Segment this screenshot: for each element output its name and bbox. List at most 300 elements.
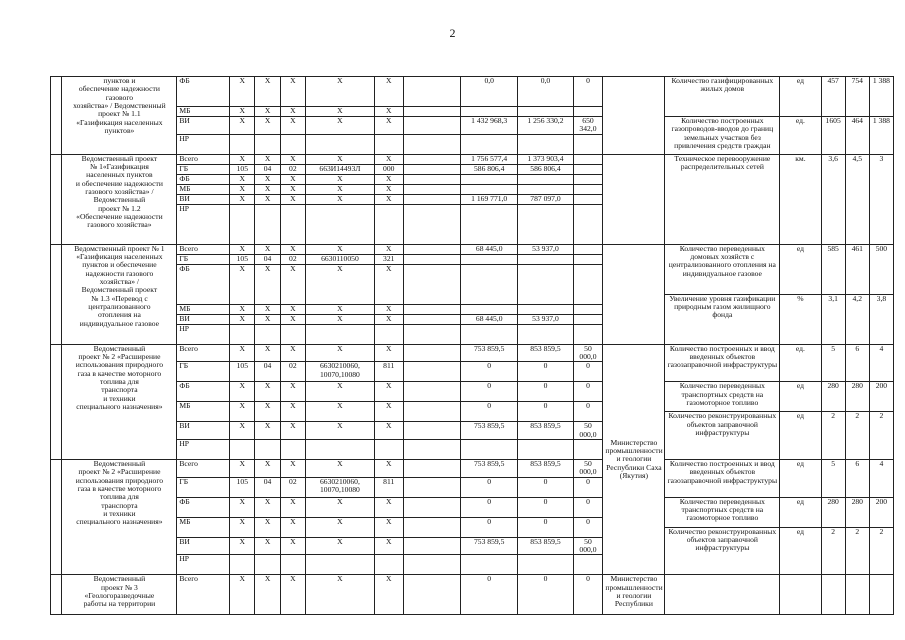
project-name-line: и техники [103, 393, 136, 403]
expense-type-cell: 321 [374, 254, 403, 264]
indicator-unit-cell: км. [780, 154, 821, 244]
code-cell: X [230, 382, 255, 402]
row-index-cell [51, 244, 62, 344]
target-article-cell: X [305, 537, 374, 555]
project-name-line: использования природного [75, 360, 164, 370]
project-name-line: Ведомственный [93, 459, 146, 469]
section-cell: X [255, 194, 280, 204]
table-row [51, 244, 894, 254]
code-cell: X [230, 402, 255, 422]
spacer-cell [403, 264, 460, 304]
target-article-cell [305, 134, 374, 154]
section-cell: X [255, 382, 280, 402]
project-name-line: Ведомственный проект [81, 154, 158, 163]
funding-source-cell: ВИ [177, 117, 230, 135]
value-year1-cell [460, 304, 517, 314]
expense-type-cell [374, 440, 403, 460]
target-article-cell: X [305, 174, 374, 184]
section-cell: X [255, 154, 280, 164]
funding-source-cell: МБ [177, 107, 230, 117]
subsection-cell: X [280, 460, 305, 478]
section-cell: X [255, 77, 280, 107]
subsection-cell: 02 [280, 477, 305, 497]
value-year3-cell: 50 000,0 [573, 344, 603, 362]
funding-source-cell: МБ [177, 517, 230, 537]
code-cell: 105 [230, 477, 255, 497]
value-year2-cell: 0 [518, 497, 573, 517]
target-article-cell: X [305, 244, 374, 254]
expense-type-cell: X [374, 344, 403, 362]
value-year3-cell [573, 254, 603, 264]
project-name-line: проект № 3 [100, 582, 138, 592]
value-year3-cell [573, 314, 603, 324]
responsible-cell: Министерство промышленности и геологии Республики Саха (Якутия) [603, 344, 665, 575]
value-year3-cell: 0 [573, 517, 603, 537]
code-cell: X [230, 517, 255, 537]
target-article-cell: X [305, 154, 374, 164]
target-article-cell: X [305, 194, 374, 204]
indicator-unit-cell: ед [780, 527, 821, 575]
value-year2-cell: 53 937,0 [518, 314, 573, 324]
expense-type-cell [374, 555, 403, 575]
funding-source-cell: Всего [177, 575, 230, 615]
spacer-cell [403, 254, 460, 264]
funding-source-cell: ФБ [177, 264, 230, 304]
spacer-cell [403, 107, 460, 117]
code-cell: X [230, 184, 255, 194]
code-cell: 105 [230, 254, 255, 264]
value-year2-cell: 787 097,0 [518, 194, 573, 204]
spacer-cell [403, 194, 460, 204]
value-year3-cell: 0 [573, 77, 603, 107]
target-article-cell: X [305, 117, 374, 135]
project-name-line: работы на территории [83, 599, 156, 609]
indicator-name-cell: Увеличение уровня газификации природным газом жилищного фонда [665, 294, 780, 344]
value-year3-cell [573, 184, 603, 194]
indicator-year3-cell: 3,8 [869, 294, 893, 344]
value-year2-cell: 0 [518, 477, 573, 497]
responsible-cell: Министерство промышленности и геологии Республики [603, 575, 665, 615]
indicator-year1-cell: 3,6 [821, 154, 845, 244]
funding-source-cell: МБ [177, 402, 230, 422]
indicator-unit-cell: ед [780, 382, 821, 412]
spacer-cell [403, 422, 460, 440]
code-cell: X [230, 154, 255, 164]
value-year1-cell: 1 432 968,3 [460, 117, 517, 135]
indicator-unit-cell: ед. [780, 117, 821, 155]
subsection-cell: X [280, 382, 305, 402]
value-year3-cell: 50 000,0 [573, 460, 603, 478]
project-name-line: Ведомственный [93, 574, 146, 584]
code-cell [230, 324, 255, 344]
spacer-cell [403, 77, 460, 107]
subsection-cell: X [280, 264, 305, 304]
funding-source-cell: Всего [177, 344, 230, 362]
expense-type-cell: X [374, 497, 403, 517]
indicator-year3-cell: 200 [869, 497, 893, 527]
value-year2-cell: 0 [518, 382, 573, 402]
spacer-cell [403, 575, 460, 615]
value-year1-cell [460, 184, 517, 194]
indicator-year3-cell: 200 [869, 382, 893, 412]
funding-source-cell: ФБ [177, 497, 230, 517]
project-name-line: отопления на [97, 310, 141, 320]
section-cell [255, 134, 280, 154]
section-cell: X [255, 497, 280, 517]
subsection-cell: 02 [280, 362, 305, 382]
spacer-cell [403, 134, 460, 154]
expense-type-cell [374, 324, 403, 344]
indicator-empty-cell [869, 575, 893, 615]
funding-source-cell: МБ [177, 184, 230, 194]
value-year3-cell [573, 324, 603, 344]
project-name-line: газового [105, 92, 134, 102]
value-year2-cell [518, 324, 573, 344]
value-year3-cell [573, 194, 603, 204]
project-name-line: проект № 2 «Расширение [78, 467, 161, 477]
value-year2-cell: 853 859,5 [518, 344, 573, 362]
expense-type-cell: X [374, 382, 403, 402]
value-year2-cell [518, 174, 573, 184]
value-year3-cell: 0 [573, 575, 603, 615]
project-name-line: пунктов» [104, 126, 135, 136]
funding-source-cell: ФБ [177, 77, 230, 107]
funding-source-cell: ВИ [177, 537, 230, 555]
spacer-cell [403, 174, 460, 184]
indicator-year3-cell: 4 [869, 460, 893, 498]
spacer-cell [403, 402, 460, 422]
spacer-cell [403, 497, 460, 517]
indicator-year3-cell: 4 [869, 344, 893, 382]
project-name-line: «Геологоразведочные [84, 591, 155, 601]
value-year3-cell [573, 555, 603, 575]
project-name-line: населенных пунктов [86, 170, 153, 180]
responsible-cell [603, 77, 665, 155]
funding-source-cell: Всего [177, 154, 230, 164]
value-year3-cell [573, 154, 603, 164]
indicator-name-cell: Количество газифицированных жилых домов [665, 77, 780, 117]
indicator-year1-cell: 585 [821, 244, 845, 294]
funding-source-cell: ВИ [177, 314, 230, 324]
section-cell [255, 555, 280, 575]
indicator-year1-cell: 280 [821, 382, 845, 412]
spacer-cell [403, 244, 460, 254]
target-article-cell: X [305, 184, 374, 194]
value-year3-cell [573, 204, 603, 244]
expense-type-cell: 000 [374, 164, 403, 174]
target-article-cell: X [305, 107, 374, 117]
subsection-cell [280, 204, 305, 244]
expense-type-cell: X [374, 264, 403, 304]
indicator-year1-cell: 2 [821, 412, 845, 460]
expense-type-cell: X [374, 402, 403, 422]
section-cell: X [255, 460, 280, 478]
value-year2-cell: 853 859,5 [518, 422, 573, 440]
value-year3-cell [573, 440, 603, 460]
value-year2-cell: 1 256 330,2 [518, 117, 573, 135]
code-cell: X [230, 244, 255, 254]
row-index-cell [51, 575, 62, 615]
section-cell: X [255, 184, 280, 194]
section-cell: X [255, 537, 280, 555]
subsection-cell: X [280, 537, 305, 555]
subsection-cell: X [280, 194, 305, 204]
value-year2-cell [518, 304, 573, 314]
value-year3-cell [573, 164, 603, 174]
table-row [51, 497, 894, 507]
value-year3-cell: 50 000,0 [573, 422, 603, 440]
code-cell: X [230, 117, 255, 135]
program-table-wrapper [50, 76, 904, 640]
value-year1-cell: 753 859,5 [460, 460, 517, 478]
expense-type-cell: X [374, 304, 403, 314]
funding-source-cell: ФБ [177, 382, 230, 402]
indicator-year1-cell: 280 [821, 497, 845, 527]
project-name-line: централизованного [88, 302, 151, 312]
target-article-cell: X [305, 344, 374, 362]
value-year3-cell [573, 264, 603, 304]
value-year2-cell: 853 859,5 [518, 460, 573, 478]
table-row [51, 154, 894, 164]
section-cell: X [255, 422, 280, 440]
value-year1-cell [460, 440, 517, 460]
project-name-line: Ведомственный проект [81, 285, 158, 295]
expense-type-cell: X [374, 314, 403, 324]
expense-type-cell: X [374, 422, 403, 440]
value-year3-cell [573, 107, 603, 117]
value-year2-cell: 0 [518, 362, 573, 382]
indicator-year1-cell: 2 [821, 527, 845, 575]
section-cell [255, 324, 280, 344]
expense-type-cell: X [374, 517, 403, 537]
value-year3-cell: 0 [573, 477, 603, 497]
value-year2-cell [518, 107, 573, 117]
indicator-name-cell: Количество построенных и ввод введенных объектов газозаправочной инфраструктуры [665, 344, 780, 382]
indicator-unit-cell: ед. [780, 344, 821, 382]
project-name-line: транспорта [101, 385, 138, 395]
indicator-year2-cell: 2 [845, 527, 869, 575]
value-year1-cell: 1 169 771,0 [460, 194, 517, 204]
subsection-cell: X [280, 244, 305, 254]
code-cell [230, 440, 255, 460]
spacer-cell [403, 184, 460, 194]
subsection-cell: 02 [280, 164, 305, 174]
value-year1-cell [460, 107, 517, 117]
funding-source-cell: ВИ [177, 194, 230, 204]
spacer-cell [403, 440, 460, 460]
funding-source-cell: ВИ [177, 422, 230, 440]
target-article-cell: X [305, 422, 374, 440]
value-year2-cell: 0,0 [518, 77, 573, 107]
subsection-cell: 02 [280, 254, 305, 264]
section-cell: X [255, 517, 280, 537]
funding-source-cell: ГБ [177, 164, 230, 174]
section-cell: X [255, 264, 280, 304]
value-year1-cell: 68 445,0 [460, 314, 517, 324]
indicator-year2-cell: 6 [845, 344, 869, 382]
project-name-line: газа в качестве моторного [77, 484, 162, 494]
subsection-cell: X [280, 184, 305, 194]
value-year3-cell: 0 [573, 382, 603, 402]
row-index-cell [51, 344, 62, 459]
value-year1-cell: 753 859,5 [460, 344, 517, 362]
value-year1-cell: 0 [460, 382, 517, 402]
indicator-year2-cell: 4,5 [845, 154, 869, 244]
project-name-line: специального назначения» [76, 517, 163, 527]
target-article-cell: X [305, 402, 374, 422]
project-name-line: «Газификация населенных [76, 117, 163, 127]
indicator-year1-cell: 457 [821, 77, 845, 117]
spacer-cell [403, 362, 460, 382]
code-cell: 105 [230, 164, 255, 174]
funding-source-cell: ГБ [177, 362, 230, 382]
project-name-cell [62, 154, 177, 244]
project-name-line: «Обеспечение надежности [76, 212, 163, 222]
indicator-year1-cell: 1605 [821, 117, 845, 155]
subsection-cell: X [280, 107, 305, 117]
project-name-cell [62, 244, 177, 344]
spacer-cell [403, 344, 460, 362]
value-year2-cell: 0 [518, 575, 573, 615]
project-name-line: топлива для [99, 492, 139, 502]
target-article-cell: X [305, 460, 374, 478]
value-year2-cell [518, 264, 573, 304]
value-year1-cell: 753 859,5 [460, 537, 517, 555]
spacer-cell [403, 314, 460, 324]
expense-type-cell: X [374, 575, 403, 615]
project-name-line: использования природного [75, 475, 164, 485]
section-cell: 04 [255, 362, 280, 382]
project-name-line: газового хозяйства» / [85, 187, 154, 197]
indicator-year1-cell: 5 [821, 344, 845, 382]
code-cell: X [230, 304, 255, 314]
indicator-year3-cell: 2 [869, 412, 893, 460]
funding-source-cell: ФБ [177, 174, 230, 184]
code-cell [230, 204, 255, 244]
indicator-unit-cell: % [780, 294, 821, 344]
code-cell: X [230, 107, 255, 117]
code-cell: X [230, 264, 255, 304]
value-year1-cell: 0 [460, 517, 517, 537]
indicator-year1-cell: 3,1 [821, 294, 845, 344]
section-cell [255, 204, 280, 244]
section-cell: X [255, 107, 280, 117]
program-table [50, 76, 894, 615]
section-cell: 04 [255, 254, 280, 264]
target-article-cell: X [305, 304, 374, 314]
value-year1-cell: 0 [460, 477, 517, 497]
project-name-line: надежности газового [85, 268, 154, 278]
value-year2-cell [518, 254, 573, 264]
project-name-line: транспорта [101, 500, 138, 510]
indicator-name-cell: Техническое перевооружение распределительных сетей [665, 154, 780, 244]
target-article-cell: X [305, 77, 374, 107]
expense-type-cell: X [374, 174, 403, 184]
expense-type-cell: X [374, 184, 403, 194]
funding-source-cell: НР [177, 324, 230, 344]
code-cell: X [230, 422, 255, 440]
project-name-line: проект № 1.2 [98, 203, 141, 213]
subsection-cell [280, 440, 305, 460]
project-name-cell [62, 77, 177, 155]
indicator-name-cell: Количество реконструированных объектов заправочной инфраструктуры [665, 412, 780, 460]
funding-source-cell: Всего [177, 460, 230, 478]
subsection-cell [280, 134, 305, 154]
value-year1-cell: 0,0 [460, 77, 517, 107]
value-year1-cell: 753 859,5 [460, 422, 517, 440]
spacer-cell [403, 304, 460, 314]
value-year3-cell [573, 174, 603, 184]
row-index-cell [51, 460, 62, 575]
target-article-cell: 6630110050 [305, 254, 374, 264]
code-cell [230, 134, 255, 154]
indicator-year2-cell: 461 [845, 244, 869, 294]
value-year2-cell [518, 555, 573, 575]
project-name-cell [62, 344, 177, 459]
indicator-name-cell: Количество построенных газопроводов-вводов до границ земельных участков без привлечения средств граждан [665, 117, 780, 155]
indicator-year2-cell: 280 [845, 382, 869, 412]
indicator-year3-cell: 2 [869, 527, 893, 575]
subsection-cell: X [280, 154, 305, 164]
target-article-cell [305, 204, 374, 244]
value-year2-cell [518, 134, 573, 154]
code-cell: X [230, 344, 255, 362]
table-row [51, 77, 894, 87]
indicator-year2-cell: 4,2 [845, 294, 869, 344]
indicator-empty-cell [665, 575, 780, 615]
indicator-unit-cell: ед [780, 412, 821, 460]
value-year3-cell: 0 [573, 497, 603, 517]
spacer-cell [403, 555, 460, 575]
indicator-unit-cell: ед [780, 77, 821, 117]
target-article-cell: 663И14493Л [305, 164, 374, 174]
expense-type-cell: 811 [374, 362, 403, 382]
value-year3-cell: 0 [573, 402, 603, 422]
value-year2-cell [518, 440, 573, 460]
target-article-cell: X [305, 264, 374, 304]
project-name-line: газового хозяйства» [87, 220, 152, 230]
expense-type-cell: X [374, 194, 403, 204]
subsection-cell: X [280, 314, 305, 324]
subsection-cell: X [280, 517, 305, 537]
spacer-cell [403, 477, 460, 497]
responsible-cell [603, 154, 665, 244]
indicator-year1-cell: 5 [821, 460, 845, 498]
target-article-cell [305, 555, 374, 575]
project-name-line: проект № 2 «Расширение [78, 352, 161, 362]
subsection-cell: X [280, 422, 305, 440]
value-year1-cell: 0 [460, 402, 517, 422]
section-cell: X [255, 174, 280, 184]
expense-type-cell [374, 204, 403, 244]
code-cell [230, 555, 255, 575]
spacer-cell [403, 537, 460, 555]
table-row [51, 344, 894, 362]
section-cell [255, 440, 280, 460]
project-name-line: хозяйства» / [99, 277, 140, 287]
row-index-cell [51, 77, 62, 155]
spacer-cell [403, 154, 460, 164]
code-cell: X [230, 497, 255, 517]
project-name-line: и техники [103, 509, 136, 519]
table-row [51, 382, 894, 392]
value-year3-cell [573, 134, 603, 154]
section-cell: X [255, 304, 280, 314]
project-name-line: обеспечение надежности [78, 84, 160, 94]
spacer-cell [403, 382, 460, 402]
target-article-cell: 6630210060, 10070,10080 [305, 477, 374, 497]
indicator-year2-cell: 2 [845, 412, 869, 460]
